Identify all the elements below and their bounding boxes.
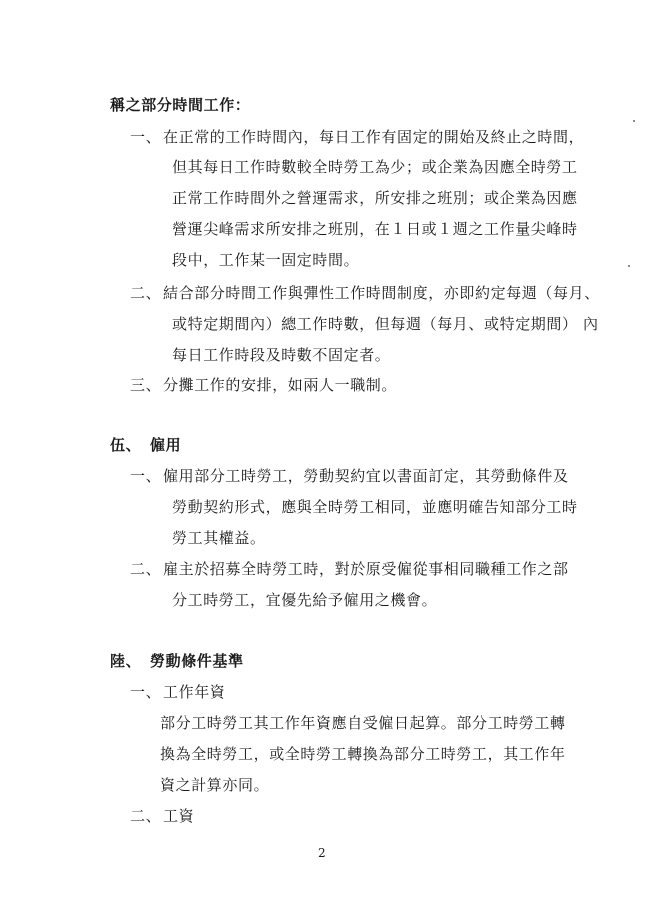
- section-5-item-2-line-1: 雇主於招募全時勞工時，對於原受僱從事相同職種工作之部: [163, 560, 569, 578]
- section-6-item-1-line-3: 資之計算亦同。: [160, 776, 270, 794]
- intro-item-1-line-1: 在正常的工作時間內，每日工作有固定的開始及終止之時間，: [163, 128, 585, 146]
- intro-item-2-line-1: 結合部分時間工作與彈性工作時間制度，亦即約定每週（每月、: [163, 284, 600, 302]
- section-5-item-1-label: 一、: [130, 467, 162, 485]
- intro-item-2-line-3: 每日工作時段及時數不固定者。: [172, 346, 391, 364]
- section-6-item-1-heading: 工作年資: [163, 683, 226, 701]
- section-5-item-2-label: 二、: [130, 560, 162, 578]
- intro-item-2-line-2: 或特定期間內）總工作時數，但每週（每月、或特定期間） 內: [172, 315, 599, 333]
- page-number: 2: [318, 846, 326, 860]
- section-6-item-1-line-2: 換為全時勞工，或全時勞工轉換為部分工時勞工，其工作年: [160, 745, 566, 763]
- section-6-title: 勞動條件基準: [150, 652, 244, 670]
- intro-item-1-line-3: 正常工作時間外之營運需求，所安排之班別；或企業為因應: [172, 189, 578, 207]
- section-5-item-1-line-1: 僱用部分工時勞工，勞動契約宜以書面訂定，其勞動條件及: [163, 467, 569, 485]
- intro-item-1-line-2: 但其每日工作時數較全時勞工為少；或企業為因應全時勞工: [172, 158, 578, 176]
- scan-speck: [633, 120, 635, 122]
- section-5-title: 僱用: [150, 436, 182, 454]
- scan-speck: [628, 265, 630, 267]
- section-6-item-2-label: 二、: [130, 807, 162, 825]
- section-5-item-1-line-3: 勞工其權益。: [172, 529, 266, 547]
- section-6-number: 陸、: [110, 652, 142, 670]
- section-5-item-2-line-2: 分工時勞工，宜優先給予僱用之機會。: [172, 591, 438, 609]
- section-5-number: 伍、: [110, 436, 142, 454]
- intro-item-1-label: 一、: [130, 128, 162, 146]
- section-6-item-2-heading: 工資: [163, 807, 195, 825]
- section-6-item-1-label: 一、: [130, 683, 162, 701]
- intro-item-2-label: 二、: [130, 284, 162, 302]
- intro-heading: 稱之部分時間工作：: [110, 96, 251, 114]
- intro-item-3-line-1: 分攤工作的安排，如兩人一職制。: [163, 376, 398, 394]
- section-5-item-1-line-2: 勞動契約形式，應與全時勞工相同，並應明確告知部分工時: [172, 498, 578, 516]
- intro-item-1-line-5: 段中，工作某一固定時間。: [172, 251, 360, 269]
- section-6-item-1-line-1: 部分工時勞工其工作年資應自受僱日起算。部分工時勞工轉: [160, 714, 566, 732]
- intro-item-1-line-4: 營運尖峰需求所安排之班別，在１日或１週之工作量尖峰時: [172, 220, 578, 238]
- intro-item-3-label: 三、: [130, 376, 162, 394]
